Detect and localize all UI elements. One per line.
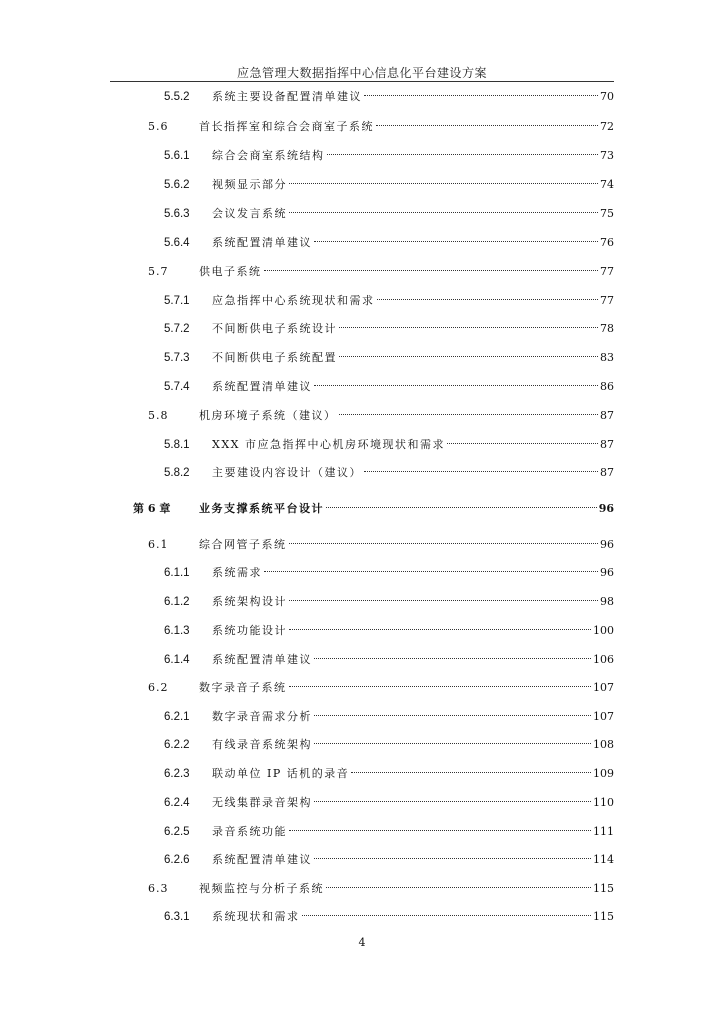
toc-entry-line [199, 536, 614, 554]
toc-entry-page: 77 [600, 265, 614, 278]
toc-entry-number: 5.7.3 [164, 352, 190, 364]
toc-entry-page: 83 [600, 351, 614, 364]
toc-entry-title: 数字录音子系统 [199, 681, 287, 694]
toc-dot-leader [339, 356, 598, 357]
toc-entry-title: 不间断供电子系统配置 [212, 351, 337, 364]
toc-entry[interactable] [0, 564, 724, 582]
toc-entry-line [212, 708, 614, 726]
toc-entry-page: 106 [593, 653, 614, 666]
toc-entry-number: 6.1.1 [164, 567, 190, 579]
toc-entry-page: 76 [600, 236, 614, 249]
toc-entry[interactable] [0, 908, 724, 926]
toc-entry-title: 视频显示部分 [212, 178, 287, 191]
toc-entry[interactable] [0, 320, 724, 338]
toc-entry-line [212, 794, 614, 812]
toc-entry-number: 5.7.2 [164, 323, 190, 335]
toc-entry-line [212, 651, 614, 669]
toc-entry-number: 5.6.2 [164, 179, 190, 191]
toc-entry[interactable] [0, 794, 724, 812]
toc-entry-page: 111 [593, 825, 614, 838]
toc-entry[interactable] [0, 536, 724, 554]
toc-dot-leader [351, 772, 591, 773]
toc-entry-title: 系统功能设计 [212, 624, 287, 637]
toc-dot-leader [339, 414, 599, 415]
toc-entry-page: 96 [600, 538, 614, 551]
toc-entry-line [199, 679, 614, 697]
toc-entry-page: 72 [600, 120, 614, 133]
toc-entry-title: 视频监控与分析子系统 [199, 882, 324, 895]
toc-entry-page: 108 [593, 738, 614, 751]
toc-entry-number: 5.6 [148, 120, 169, 133]
toc-entry-line [212, 292, 614, 310]
toc-dot-leader [289, 830, 591, 831]
toc-entry-page: 107 [593, 710, 614, 723]
toc-entry-line [212, 205, 614, 223]
toc-entry-number: 6.1 [148, 538, 169, 551]
toc-dot-leader [326, 887, 591, 888]
toc-entry-title: 系统配置清单建议 [212, 653, 312, 666]
toc-entry-number: 6.2.4 [164, 797, 190, 809]
toc-entry-number: 第 6 章 [133, 502, 171, 515]
toc-entry[interactable] [0, 88, 724, 106]
toc-entry-number: 5.7 [148, 265, 169, 278]
toc-dot-leader [289, 600, 598, 601]
toc-dot-leader [289, 183, 598, 184]
toc-dot-leader [314, 858, 591, 859]
toc-entry-title: 系统需求 [212, 566, 262, 579]
toc-entry-line [212, 88, 614, 106]
page-header: 应急管理大数据指挥中心信息化平台建设方案 [236, 66, 487, 80]
toc-dot-leader [264, 270, 599, 271]
toc-dot-leader [377, 299, 599, 300]
toc-entry-page: 87 [600, 466, 614, 479]
toc-entry[interactable] [0, 349, 724, 367]
toc-entry-title: 供电子系统 [199, 265, 262, 278]
toc-entry-number: 6.1.4 [164, 654, 190, 666]
toc-entry-line [212, 765, 614, 783]
toc-entry-page: 110 [593, 796, 614, 809]
toc-entry-title: 无线集群录音架构 [212, 796, 312, 809]
toc-dot-leader [289, 686, 592, 687]
toc-entry[interactable] [0, 176, 724, 194]
toc-dot-leader [376, 125, 598, 126]
toc-entry-page: 86 [600, 380, 614, 393]
toc-entry-number: 6.2.2 [164, 739, 190, 751]
toc-dot-leader [314, 743, 591, 744]
toc-entry-number: 5.7.1 [164, 295, 190, 307]
toc-entry-page: 114 [593, 853, 614, 866]
toc-entry[interactable] [0, 378, 724, 396]
toc-entry-number: 6.2.3 [164, 768, 190, 780]
toc-entry-line [212, 908, 614, 926]
toc-entry[interactable] [0, 407, 724, 425]
toc-entry-line [212, 823, 614, 841]
toc-entry-title: 录音系统功能 [212, 825, 287, 838]
toc-entry-line [212, 622, 614, 640]
toc-entry-title: 综合会商室系统结构 [212, 149, 325, 162]
toc-entry-page: 75 [600, 207, 614, 220]
toc-entry-line [212, 436, 614, 454]
toc-entry-page: 74 [600, 178, 614, 191]
toc-entry[interactable] [0, 436, 724, 454]
toc-entry-title: 综合网管子系统 [199, 538, 287, 551]
toc-entry-line [199, 880, 614, 898]
toc-entry-page: 77 [600, 294, 614, 307]
toc-entry-line [212, 378, 614, 396]
toc-dot-leader [314, 715, 591, 716]
toc-dot-leader [447, 443, 598, 444]
toc-entry-title: 系统配置清单建议 [212, 853, 312, 866]
toc-entry[interactable] [0, 263, 724, 281]
toc-entry-page: 115 [593, 910, 614, 923]
toc-dot-leader [339, 327, 598, 328]
toc-dot-leader [264, 571, 598, 572]
toc-dot-leader [289, 212, 598, 213]
toc-dot-leader [364, 95, 598, 96]
toc-entry[interactable] [0, 679, 724, 697]
toc-dot-leader [314, 241, 598, 242]
toc-entry-line [199, 263, 614, 281]
toc-entry[interactable] [0, 622, 724, 640]
toc-entry-title: 系统配置清单建议 [212, 236, 312, 249]
toc-entry-number: 6.1.3 [164, 625, 190, 637]
toc-entry[interactable] [0, 708, 724, 726]
toc-entry-page: 87 [600, 409, 614, 422]
header-divider [110, 81, 614, 82]
toc-entry-number: 5.8.1 [164, 439, 190, 451]
toc-entry-title: 机房环境子系统（建议） [199, 409, 337, 422]
toc-entry[interactable] [0, 500, 724, 518]
toc-entry-number: 6.3 [148, 882, 169, 895]
toc-entry[interactable] [0, 593, 724, 611]
toc-entry-number: 6.3.1 [164, 911, 190, 923]
toc-entry-page: 96 [598, 502, 614, 515]
toc-dot-leader [364, 471, 598, 472]
toc-entry-page: 98 [600, 595, 614, 608]
toc-entry-title: 不间断供电子系统设计 [212, 322, 337, 335]
toc-entry-title: 有线录音系统架构 [212, 738, 312, 751]
toc-entry-line [212, 147, 614, 165]
toc-entry-title: 主要建设内容设计（建议） [212, 466, 362, 479]
toc-entry-number: 6.2.6 [164, 854, 190, 866]
toc-entry-title: 系统现状和需求 [212, 910, 300, 923]
toc-entry-title: 数字录音需求分析 [212, 710, 312, 723]
toc-entry-line [212, 851, 614, 869]
toc-entry-line [212, 234, 614, 252]
toc-entry-page: 96 [600, 566, 614, 579]
toc-entry-page: 78 [600, 322, 614, 335]
toc-dot-leader [302, 915, 592, 916]
page-number: 4 [358, 936, 366, 949]
toc-entry-title: 会议发言系统 [212, 207, 287, 220]
toc-entry-line [212, 564, 614, 582]
toc-dot-leader [289, 543, 599, 544]
toc-entry[interactable] [0, 464, 724, 482]
toc-entry-page: 73 [600, 149, 614, 162]
toc-entry-title: 系统主要设备配置清单建议 [212, 90, 362, 103]
toc-entry[interactable] [0, 851, 724, 869]
toc-dot-leader [327, 154, 599, 155]
toc-entry-number: 5.6.4 [164, 237, 190, 249]
toc-entry-line [212, 176, 614, 194]
toc-entry[interactable] [0, 823, 724, 841]
toc-entry-title: XXX 市应急指挥中心机房环境现状和需求 [212, 438, 445, 451]
toc-entry-title: 应急指挥中心系统现状和需求 [212, 294, 375, 307]
toc-entry-page: 100 [593, 624, 614, 637]
toc-entry-number: 5.5.2 [164, 91, 190, 103]
toc-entry[interactable] [0, 118, 724, 136]
toc-entry-line [212, 349, 614, 367]
toc-entry-number: 5.6.3 [164, 208, 190, 220]
toc-entry-title: 系统架构设计 [212, 595, 287, 608]
toc-entry[interactable] [0, 234, 724, 252]
toc-entry-title: 首长指挥室和综合会商室子系统 [199, 120, 374, 133]
toc-entry[interactable] [0, 651, 724, 669]
toc-entry-number: 5.8 [148, 409, 169, 422]
toc-entry[interactable] [0, 292, 724, 310]
toc-dot-leader [289, 629, 591, 630]
toc-entry-line [212, 464, 614, 482]
toc-entry-line [212, 736, 614, 754]
toc-entry-number: 6.1.2 [164, 596, 190, 608]
toc-entry-line [212, 593, 614, 611]
toc-dot-leader [326, 507, 597, 508]
toc-entry-title: 业务支撑系统平台设计 [199, 502, 324, 515]
toc-dot-leader [314, 801, 591, 802]
toc-entry-number: 5.7.4 [164, 381, 190, 393]
toc-entry[interactable] [0, 880, 724, 898]
toc-entry-number: 5.8.2 [164, 467, 190, 479]
toc-entry-number: 6.2.1 [164, 711, 190, 723]
toc-entry-line [199, 118, 614, 136]
toc-entry-line [199, 407, 614, 425]
toc-entry[interactable] [0, 736, 724, 754]
toc-dot-leader [314, 658, 591, 659]
toc-entry-title: 联动单位 IP 话机的录音 [212, 767, 350, 780]
toc-entry-page: 87 [600, 438, 614, 451]
toc-entry-title: 系统配置清单建议 [212, 380, 312, 393]
toc-entry[interactable] [0, 147, 724, 165]
toc-entry-page: 109 [593, 767, 614, 780]
toc-dot-leader [314, 385, 598, 386]
toc-entry-number: 6.2 [148, 681, 169, 694]
toc-entry-number: 6.2.5 [164, 826, 190, 838]
toc-entry-page: 107 [593, 681, 614, 694]
toc-entry[interactable] [0, 765, 724, 783]
toc-entry-page: 115 [593, 882, 614, 895]
toc-entry-line [212, 320, 614, 338]
toc-entry-page: 70 [600, 90, 614, 103]
toc-entry[interactable] [0, 205, 724, 223]
toc-entry-number: 5.6.1 [164, 150, 190, 162]
toc-entry-line [199, 500, 614, 518]
